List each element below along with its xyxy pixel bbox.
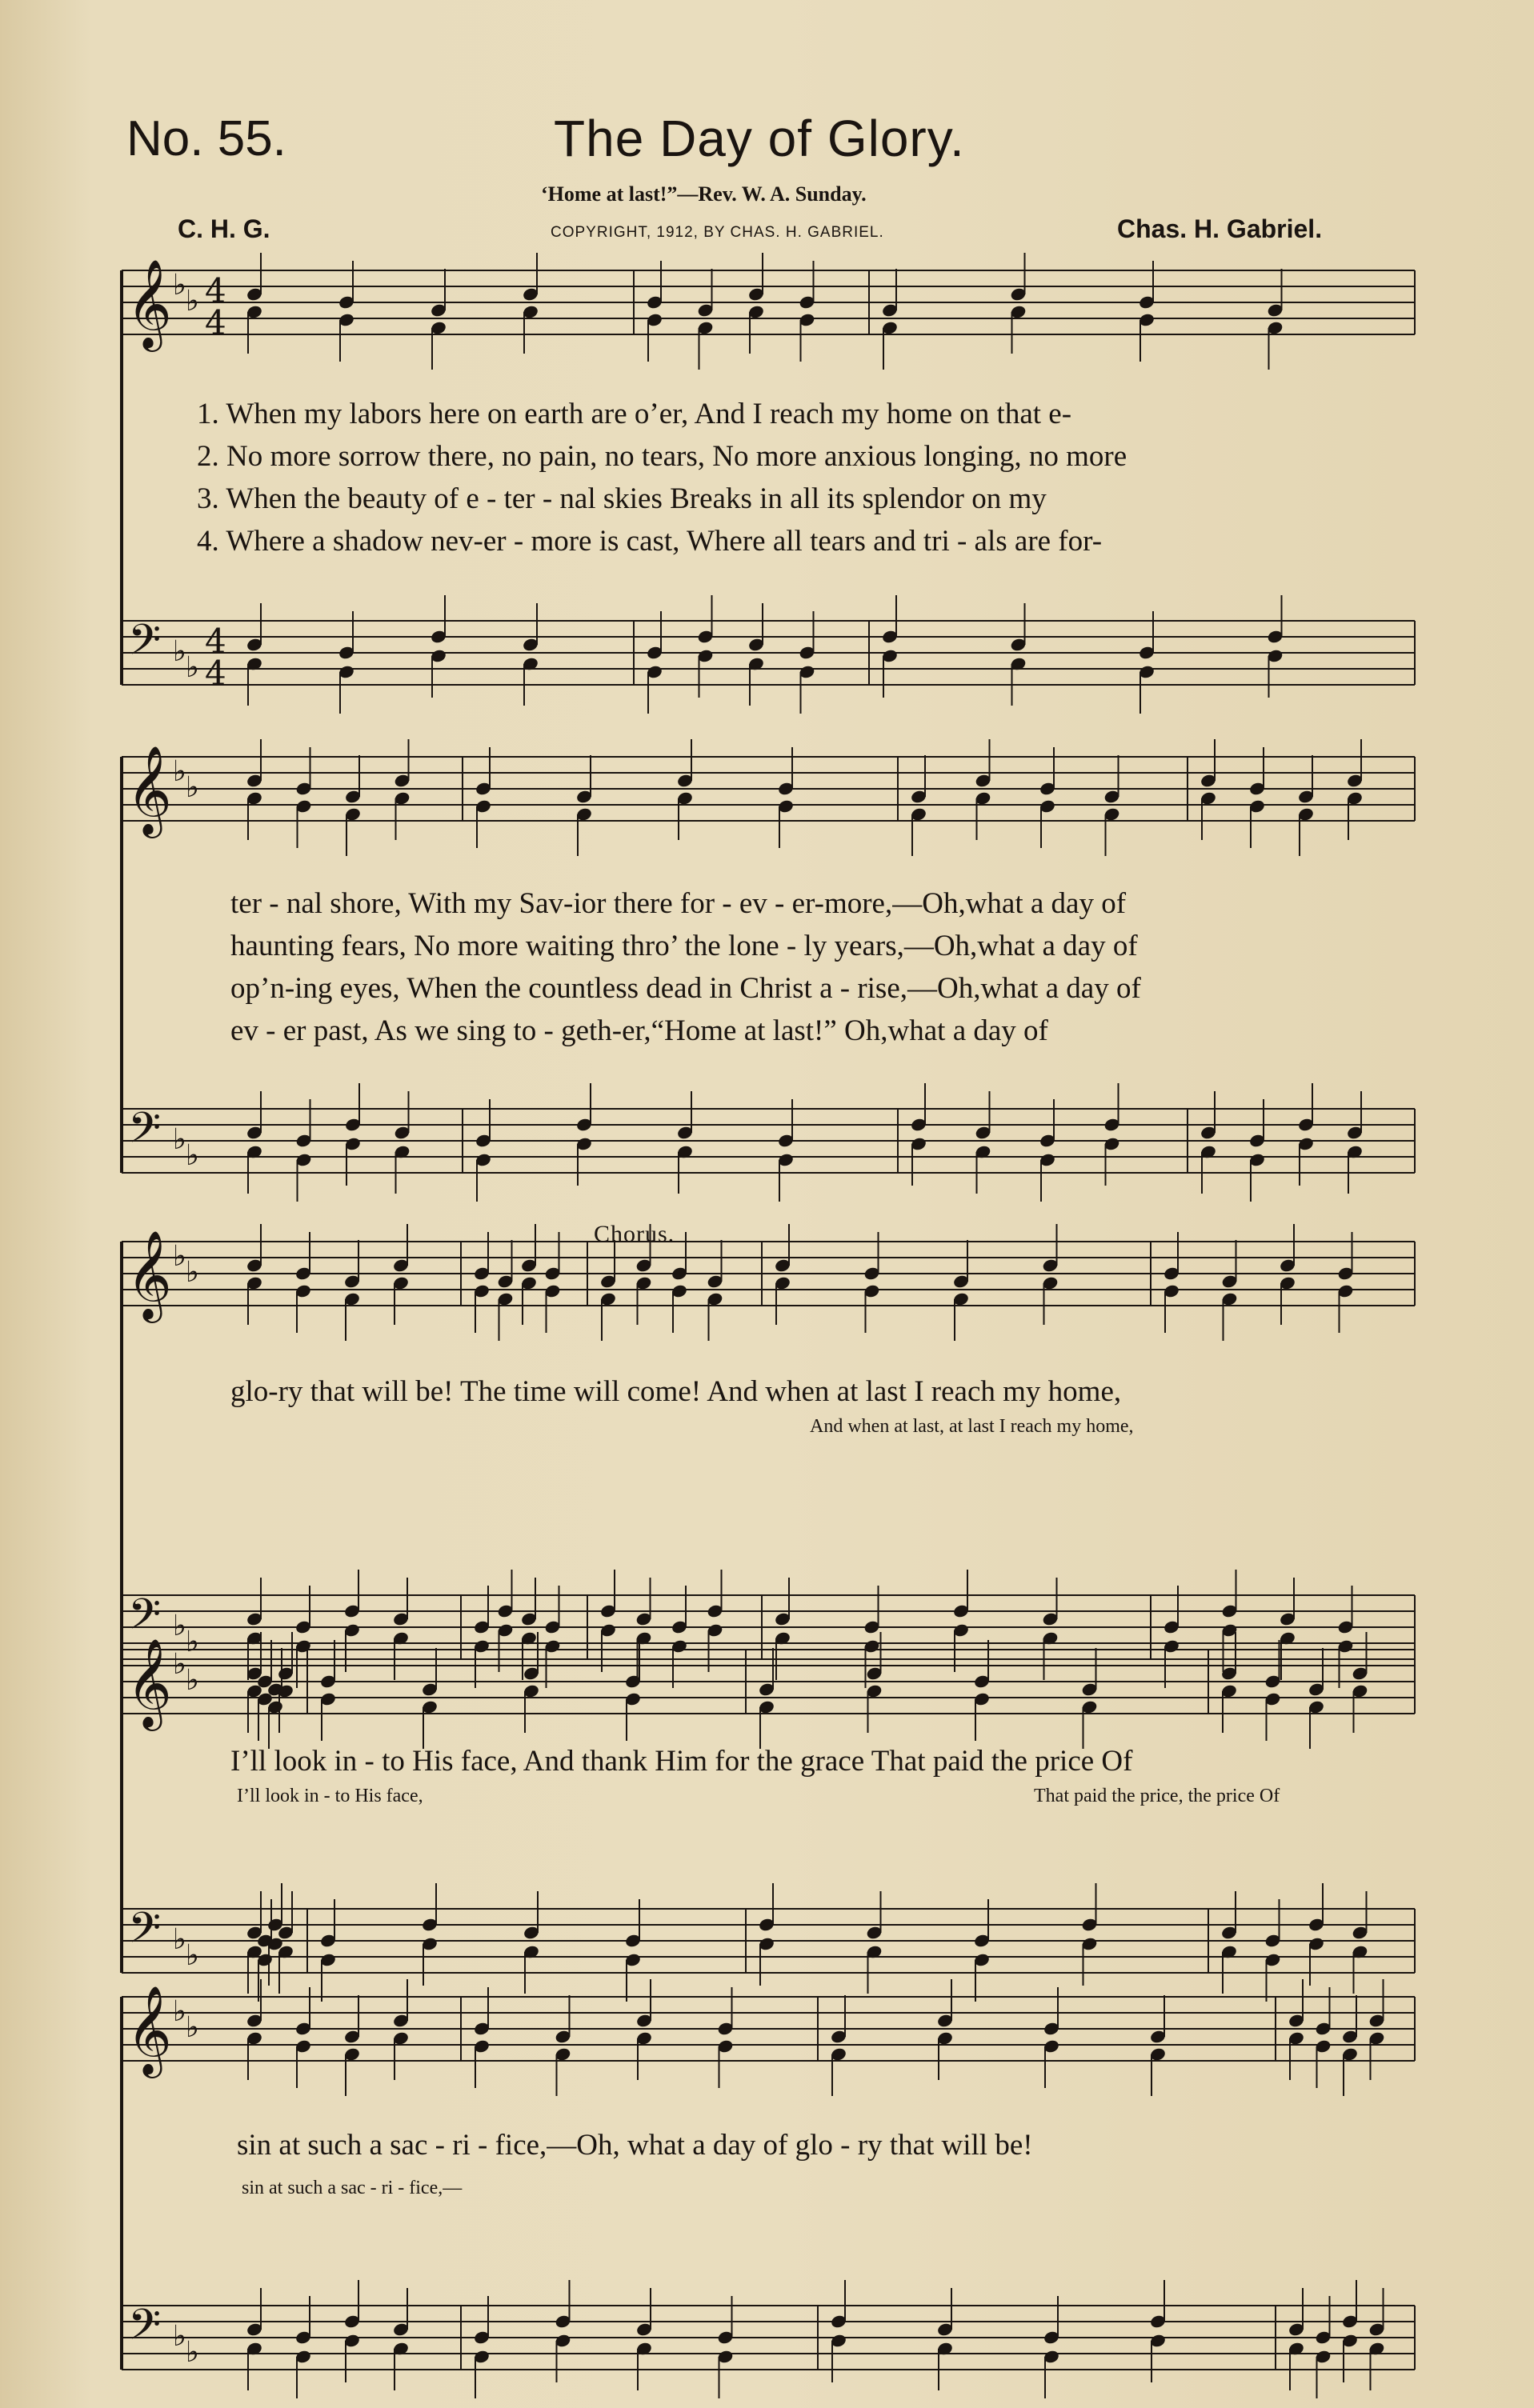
chorus-lyric-2: I’ll look in - to His face, And thank Him for the grace That paid the price Of bbox=[230, 1745, 1133, 1778]
verse-2-line-a: 2. No more sorrow there, no pain, no tears, No more anxious longing, no more bbox=[197, 440, 1127, 473]
svg-text:♭: ♭ bbox=[173, 2320, 186, 2353]
verse-1-line-b: ter - nal shore, With my Sav-ior there for - ev - er-more,—Oh,what a day of bbox=[230, 887, 1127, 920]
treble-clef-icon: 𝄞 bbox=[126, 1985, 172, 2074]
treble-clef-icon: 𝄞 bbox=[126, 1230, 172, 1319]
lyricist-initials: C. H. G. bbox=[178, 214, 270, 243]
chorus-bass-lyric-2a: I’ll look in - to His face, bbox=[237, 1786, 423, 1806]
svg-text:♭: ♭ bbox=[173, 269, 186, 302]
svg-text:♭: ♭ bbox=[173, 1123, 186, 1156]
chorus-label: Chorus. bbox=[594, 1221, 675, 1247]
verse-3-line-a: 3. When the beauty of e - ter - nal skies Breaks in all its splendor on my bbox=[197, 482, 1047, 515]
svg-text:♭: ♭ bbox=[173, 1995, 186, 2028]
hymn-subtitle: ‘Home at last!”—Rev. W. A. Sunday. bbox=[541, 182, 867, 206]
composer-name: Chas. H. Gabriel. bbox=[1117, 214, 1323, 243]
svg-text:♭: ♭ bbox=[173, 635, 186, 668]
hymn-title: The Day of Glory. bbox=[554, 110, 965, 167]
svg-text:4: 4 bbox=[205, 303, 226, 342]
chorus-lyric-1: glo-ry that will be! The time will come! And when at last I reach my home, bbox=[230, 1375, 1122, 1408]
svg-text:4: 4 bbox=[205, 271, 226, 310]
svg-text:4: 4 bbox=[205, 622, 226, 661]
svg-text:♭: ♭ bbox=[186, 1626, 199, 1658]
svg-text:♭: ♭ bbox=[173, 1240, 186, 1273]
bass-clef-icon: 𝄢 bbox=[128, 1104, 162, 1163]
chorus-bass-lyric-3: sin at such a sac - ri - fice,— bbox=[242, 2178, 463, 2198]
hymn-number: No. 55. bbox=[126, 111, 286, 166]
copyright-notice: COPYRIGHT, 1912, BY CHAS. H. GABRIEL. bbox=[551, 224, 884, 241]
svg-text:♭: ♭ bbox=[186, 1139, 199, 1172]
svg-text:♭: ♭ bbox=[186, 651, 199, 684]
svg-text:♭: ♭ bbox=[173, 1610, 186, 1642]
verse-2-line-b: haunting fears, No more waiting thro’ the lone - ly years,—Oh,what a day of bbox=[230, 930, 1138, 962]
svg-text:♭: ♭ bbox=[186, 2336, 199, 2369]
svg-text:♭: ♭ bbox=[173, 1923, 186, 1956]
chorus-bass-lyric-1: And when at last, at last I reach my home, bbox=[810, 1416, 1134, 1437]
svg-text:♭: ♭ bbox=[186, 1664, 199, 1697]
verse-4-line-b: ev - er past, As we sing to - geth-er,“Home at last!” Oh,what a day of bbox=[230, 1014, 1048, 1047]
svg-text:♭: ♭ bbox=[186, 771, 199, 804]
bass-clef-icon: 𝄢 bbox=[128, 1904, 162, 1963]
chorus-lyric-3: sin at such a sac - ri - fice,—Oh, what a day of glo - ry that will be! bbox=[237, 2129, 1033, 2162]
svg-text:♭: ♭ bbox=[173, 755, 186, 788]
verse-3-line-b: op’n-ing eyes, When the countless dead in Christ a - rise,—Oh,what a day of bbox=[230, 972, 1141, 1005]
bass-clef-icon: 𝄢 bbox=[128, 2301, 162, 2360]
treble-clef-icon: 𝄞 bbox=[126, 258, 172, 348]
svg-text:♭: ♭ bbox=[186, 285, 199, 318]
bass-clef-icon: 𝄢 bbox=[128, 1590, 162, 1650]
treble-clef-icon: 𝄞 bbox=[126, 745, 172, 834]
svg-text:♭: ♭ bbox=[173, 1648, 186, 1681]
svg-text:♭: ♭ bbox=[186, 1256, 199, 1289]
bass-clef-icon: 𝄢 bbox=[128, 616, 162, 675]
svg-text:♭: ♭ bbox=[186, 2011, 199, 2044]
treble-clef-icon: 𝄞 bbox=[126, 1638, 172, 1727]
chorus-bass-lyric-2b: That paid the price, the price Of bbox=[1034, 1786, 1280, 1806]
verse-1-line-a: 1. When my labors here on earth are o’er, And I reach my home on that e- bbox=[197, 398, 1072, 430]
svg-text:4: 4 bbox=[205, 654, 226, 693]
verse-4-line-a: 4. Where a shadow nev-er - more is cast, Where all tears and tri - als are for- bbox=[197, 525, 1103, 558]
svg-text:♭: ♭ bbox=[186, 1939, 199, 1972]
